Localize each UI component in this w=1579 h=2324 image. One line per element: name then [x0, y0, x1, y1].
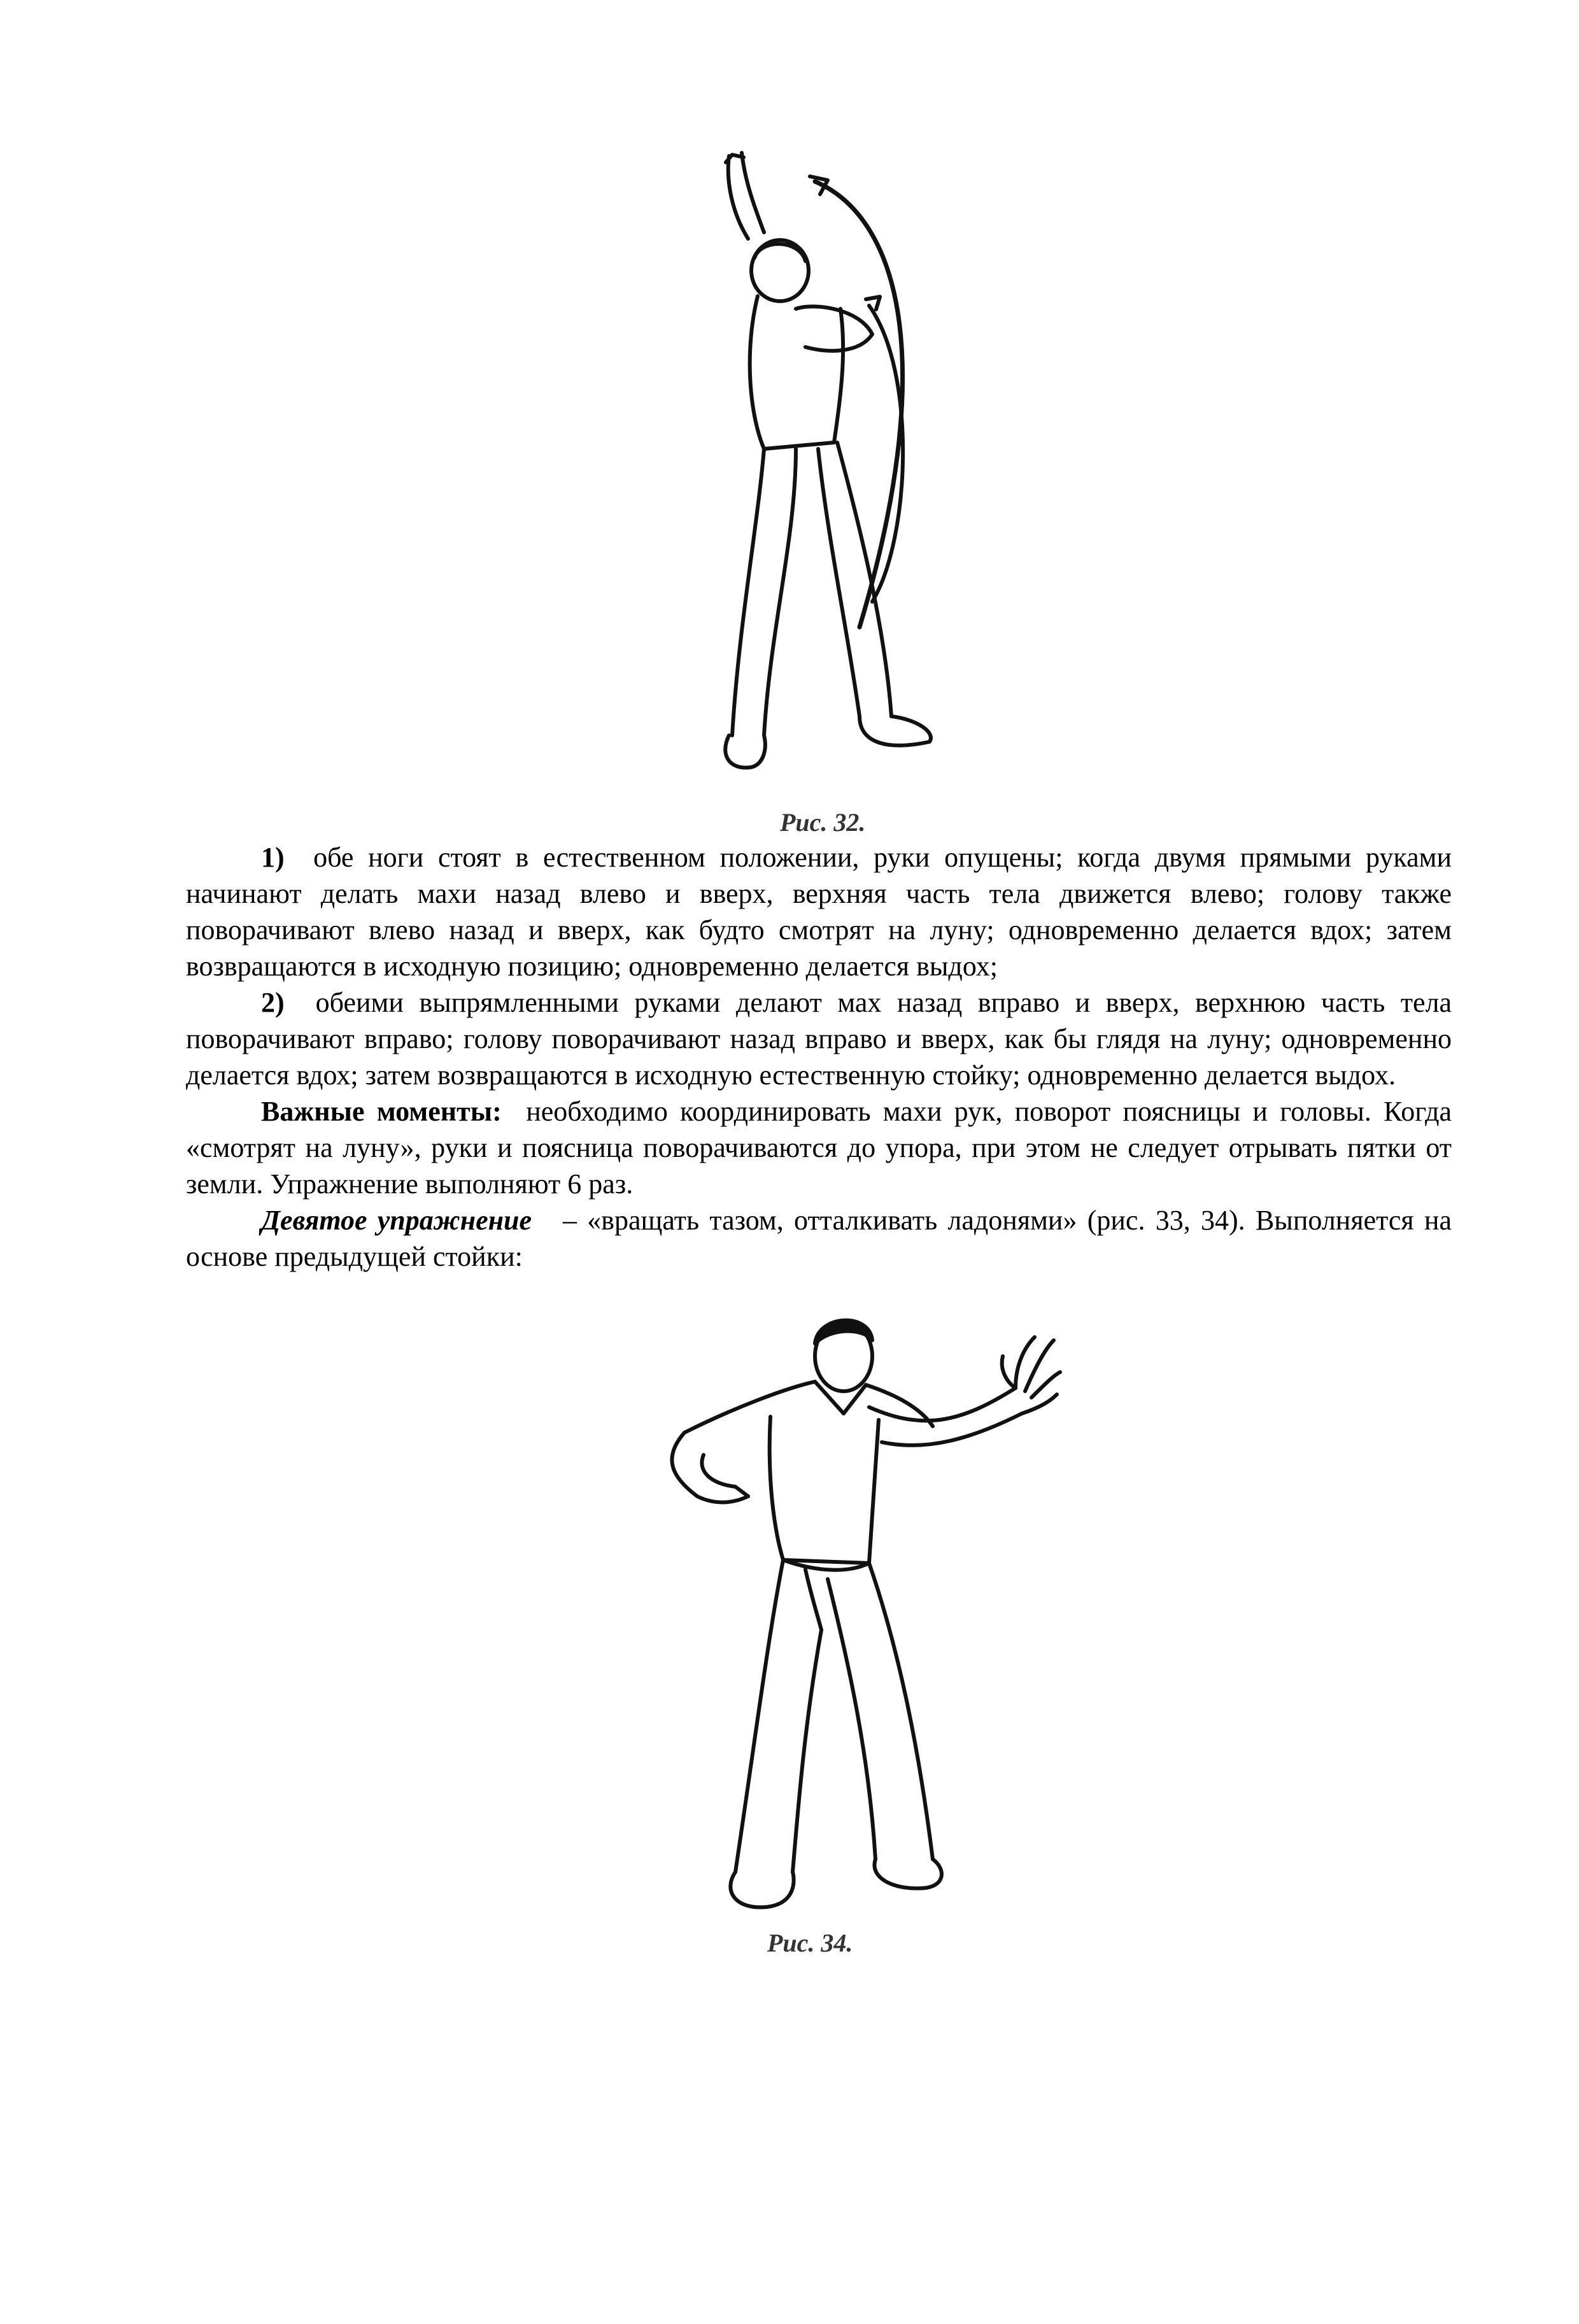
ninth-exercise-text: – «вращать тазом, отталкивать ладонями» (рис. 33, 34). Выполняется на основе предыдущей стойки:	[186, 1205, 1452, 1272]
item-1-number: 1)	[261, 842, 285, 873]
item-1-text: обе ноги стоят в естественном положении, руки опущены; когда двумя прямыми руками начинают делать махи назад влево и вверх, верхняя часть тела движется влево; голову также поворачивают влево назад и вверх, как будто смотрят на луну; одновременно делается вдох; затем возвращаются в исходную позицию; одновременно делается выдох;	[186, 842, 1452, 982]
important-points-label: Важные моменты:	[261, 1096, 502, 1127]
body-text	[186, 839, 1452, 1275]
paragraph-3	[186, 1093, 1452, 1202]
paragraph-2	[186, 984, 1452, 1093]
figure-32	[669, 143, 987, 793]
figure-34-caption: Рис. 34.	[767, 1929, 853, 1957]
item-2-number: 2)	[261, 987, 285, 1018]
important-points-text: необходимо координировать махи рук, поворот поясницы и головы. Когда «смотрят на луну», руки и поясница поворачиваются до упора, при этом не следует отрывать пятки от земли. Упражнение выполняют 6 раз.	[186, 1096, 1452, 1200]
paragraph-1	[186, 839, 1452, 984]
ninth-exercise-label: Девятое упражнение	[261, 1205, 532, 1236]
item-2-text: обеими выпрямленными руками делают мах назад вправо и вверх, верхнюю часть тела поворачивают вправо; голову поворачивают назад вправо и вверх, как бы глядя на луну; одновременно делается вдох; затем возвращаются в исходную естественную стойку; одновременно делается выдох.	[186, 987, 1452, 1091]
figure-34	[659, 1312, 1066, 2324]
figure-32-caption: Рис. 32.	[780, 808, 866, 837]
paragraph-4	[186, 1202, 1452, 1275]
